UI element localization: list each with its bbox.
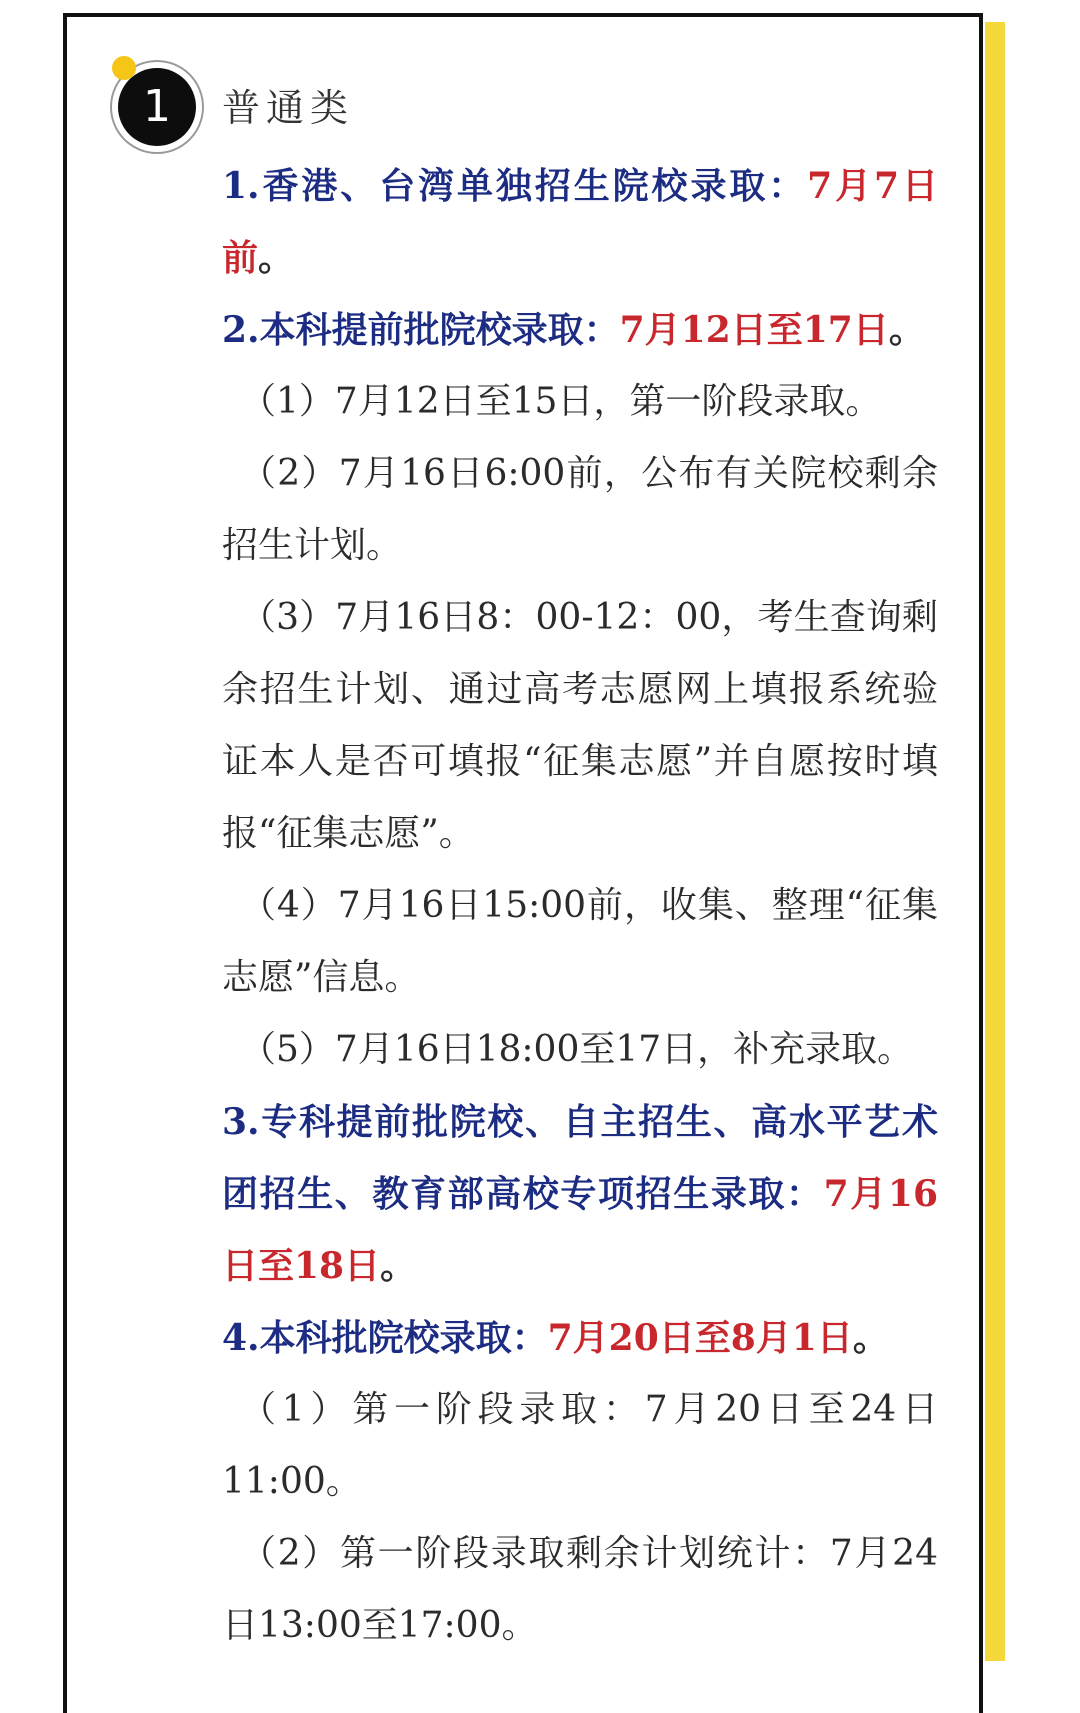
yellow-accent-strip — [985, 22, 1005, 1661]
section-number-badge: 1 — [118, 68, 196, 146]
section-heading: 普通类 — [222, 86, 355, 130]
sub-item-2-3: （3）7月16日8：00-12：00，考生查询剩余招生计划、通过高考志愿网上填报系统验证本人是否可填报“征集志愿”并自愿按时填报“征集志愿”。 — [222, 597, 938, 854]
schedule-item-3: 3.专科提前批院校、自主招生、高水平艺术团招生、教育部高校专项招生录取：7月16日至18日。 — [222, 1101, 938, 1287]
schedule-item-1: 1.香港、台湾单独招生院校录取：7月7日前。 — [222, 165, 938, 279]
sub-item-2-5: （5）7月16日18:00至17日，补充录取。 — [240, 1029, 914, 1070]
schedule-content — [222, 150, 938, 1662]
sub-item-4-2: （2）第一阶段录取剩余计划统计：7月24日13:00至17:00。 — [222, 1533, 938, 1646]
sub-item-2-1: （1）7月12日至15日，第一阶段录取。 — [240, 381, 882, 422]
sub-item-2-2: （2）7月16日6:00前，公布有关院校剩余招生计划。 — [222, 453, 938, 566]
sub-item-2-4: （4）7月16日15:00前，收集、整理“征集志愿”信息。 — [222, 885, 938, 998]
schedule-item-2: 2.本科提前批院校录取：7月12日至17日。 — [222, 309, 925, 351]
schedule-item-4: 4.本科批院校录取：7月20日至8月1日。 — [222, 1317, 889, 1359]
sub-item-4-1: （1）第一阶段录取：7月20日至24日11:00。 — [222, 1389, 938, 1502]
badge-dot-icon — [112, 56, 136, 80]
